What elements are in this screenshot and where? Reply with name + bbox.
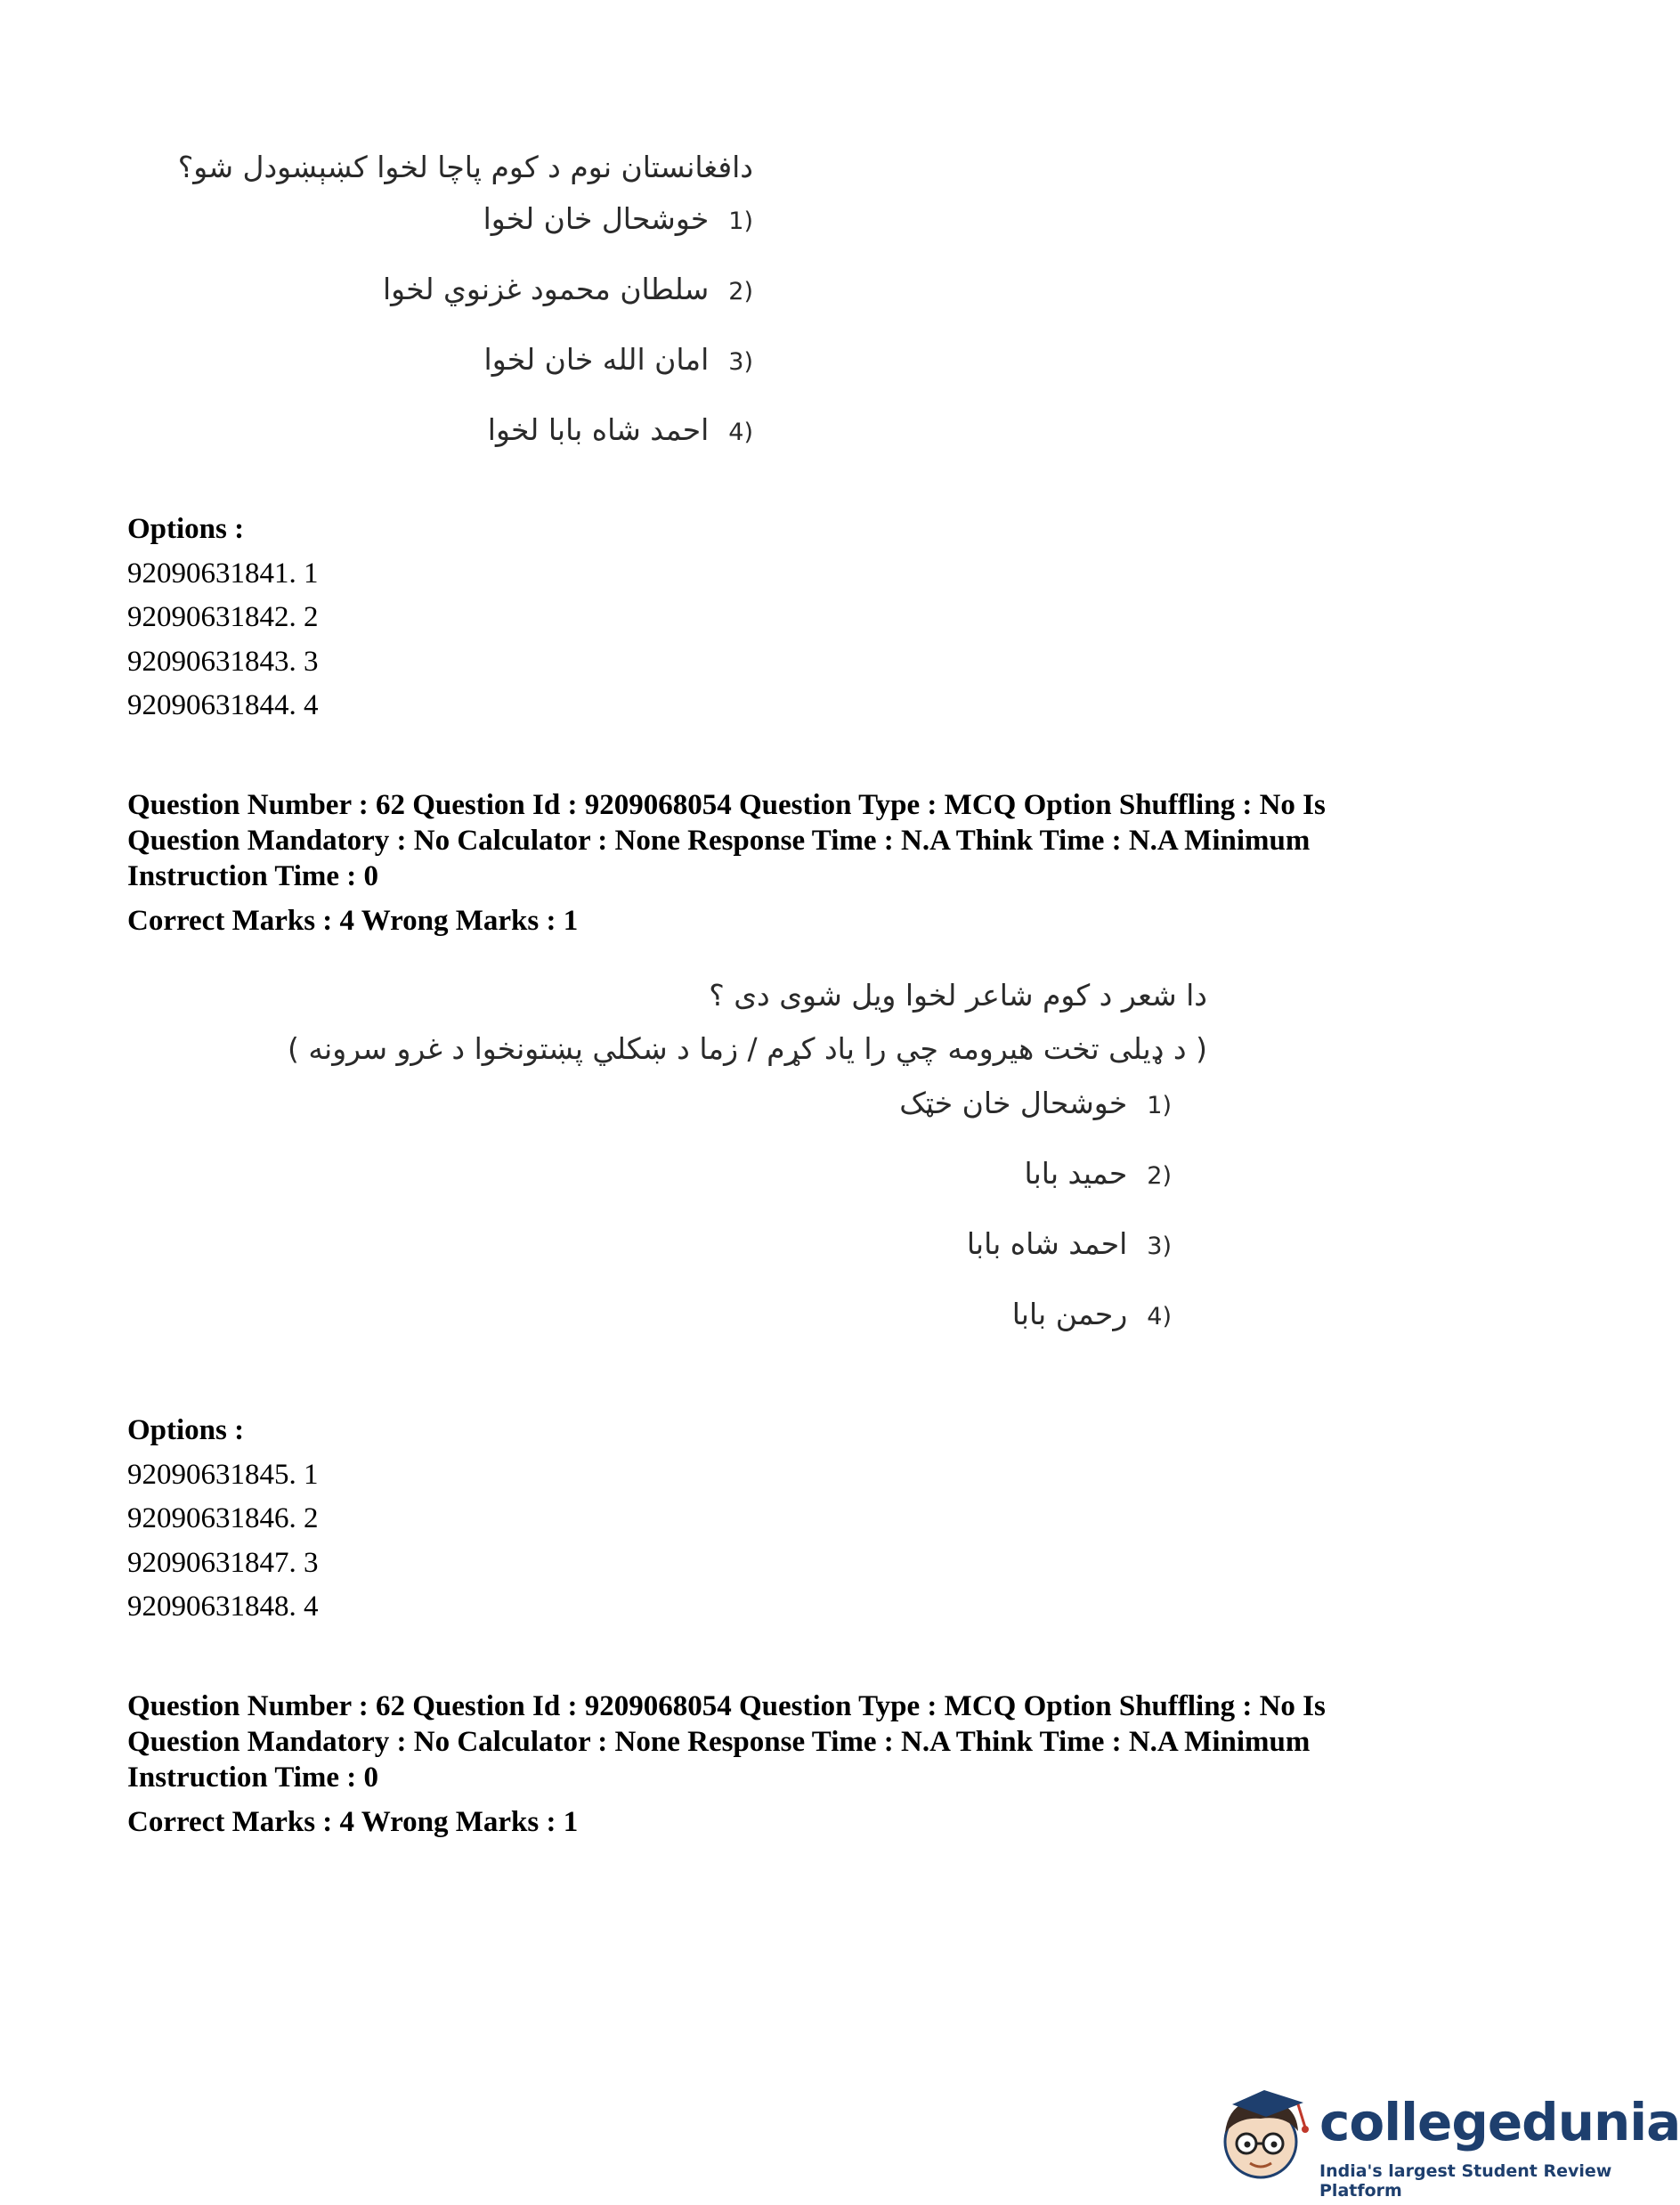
options-list	[127, 1409, 319, 1630]
question-image-2	[134, 978, 1207, 1367]
meta-line: Question Mandatory : No Calculator : None Response Time : N.A Think Time : N.A Minimum	[127, 1726, 1311, 1758]
option-number: (2	[728, 277, 753, 305]
option-id: 92090631847. 3	[127, 1546, 319, 1579]
option-number: (2	[1147, 1162, 1172, 1191]
student-mascot-icon	[1211, 2079, 1318, 2195]
option-id: 92090631842. 2	[127, 601, 319, 633]
option-id: 92090631844. 4	[127, 689, 319, 721]
marks-line: Correct Marks : 4 Wrong Marks : 1	[127, 905, 579, 937]
meta-line: Instruction Time : 0	[127, 1762, 379, 1794]
options-label: Options :	[127, 513, 245, 545]
brand-tagline: India's largest Student Review Platform	[1319, 2161, 1612, 2201]
question-option-4	[151, 412, 753, 483]
option-number: (1	[728, 207, 753, 235]
option-number: (4	[1147, 1303, 1172, 1331]
meta-line: Instruction Time : 0	[127, 860, 379, 892]
question-meta	[127, 1688, 1516, 1840]
marks-line: Correct Marks : 4 Wrong Marks : 1	[127, 1806, 579, 1838]
meta-line: Question Number : 62 Question Id : 9209068054 Question Type : MCQ Option Shuffling : No Is	[127, 1690, 1326, 1722]
option-id: 92090631845. 1	[127, 1458, 319, 1491]
question-verse: ( د ډیلی تخت هیرومه چي را یاد کړم / زما د ښکلي پښتونخوا د غرو سرونه )	[287, 1030, 1207, 1066]
question-stem: دا شعر د کوم شاعر لخوا ویل شوی دی ؟	[709, 978, 1207, 1013]
option-text: امان الله خان لخوا	[483, 341, 710, 377]
question-meta	[127, 787, 1516, 939]
question-stem: دافغانستان نوم د کوم پاچا لخوا کښېښودل شو؟	[177, 150, 753, 184]
option-number: (1	[1147, 1092, 1172, 1120]
question-option-2	[134, 1156, 1172, 1226]
question-option-3	[134, 1226, 1172, 1297]
option-text: سلطان محمود غزنوي لخوا	[382, 271, 710, 306]
option-text: احمد شاه بابا لخوا	[487, 411, 710, 447]
option-id: 92090631841. 1	[127, 557, 319, 590]
question-option-4	[134, 1297, 1172, 1367]
question-option-1	[134, 1086, 1172, 1156]
option-text: احمد شاه بابا	[966, 1226, 1128, 1262]
meta-line: Question Mandatory : No Calculator : None Response Time : N.A Think Time : N.A Minimum	[127, 825, 1311, 857]
option-text: حمید بابا	[1024, 1156, 1128, 1192]
option-number: (4	[728, 418, 753, 446]
question-option-3	[151, 342, 753, 412]
question-image-1	[151, 150, 753, 483]
option-text: خوشحال خان لخوا	[483, 200, 710, 236]
option-id: 92090631848. 4	[127, 1591, 319, 1623]
options-label: Options :	[127, 1414, 245, 1446]
option-text: رحمن بابا	[1011, 1297, 1128, 1332]
brand-name: collegedunia	[1319, 2092, 1680, 2152]
option-id: 92090631843. 3	[127, 645, 319, 678]
question-option-2	[151, 272, 753, 342]
options-list	[127, 508, 319, 728]
meta-line: Question Number : 62 Question Id : 9209068054 Question Type : MCQ Option Shuffling : No Is	[127, 789, 1326, 821]
question-option-1	[151, 201, 753, 272]
option-number: (3	[728, 347, 753, 376]
option-number: (3	[1147, 1233, 1172, 1261]
collegedunia-logo[interactable]	[1211, 2079, 1680, 2201]
option-id: 92090631846. 2	[127, 1502, 319, 1534]
option-text: خوشحال خان خټک	[899, 1086, 1128, 1121]
